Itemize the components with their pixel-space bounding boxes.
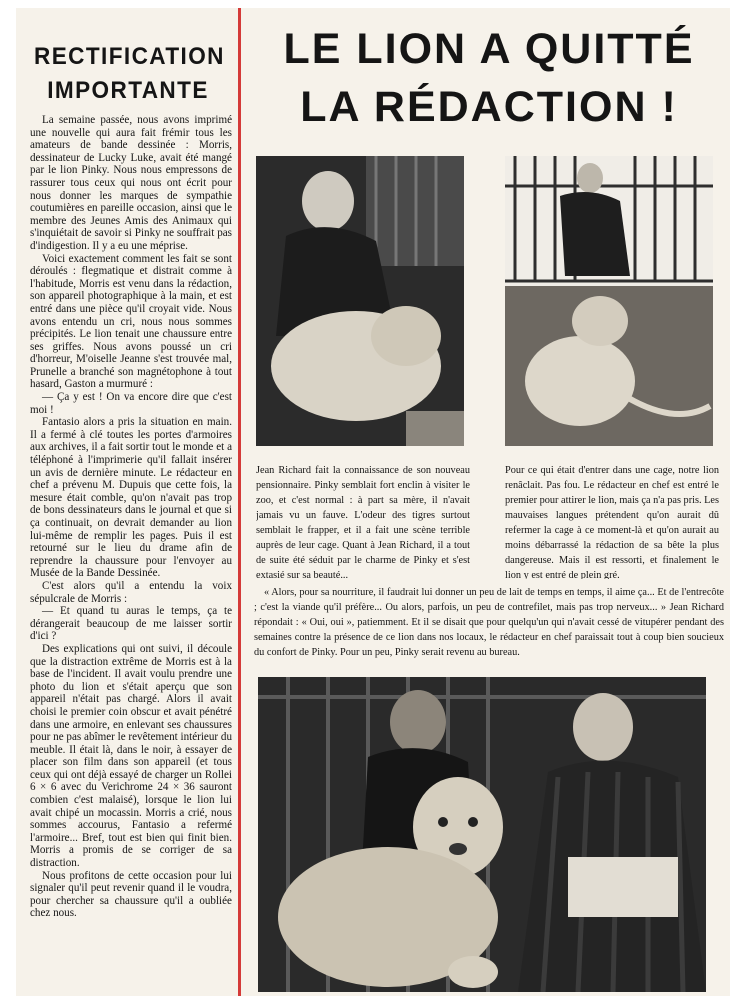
left-paragraph: Voici exactement comment les fait se sont déroulés : flegmatique et distrait comme à l'habitude, Morris est venu dans la rédaction, son appareil photographique à la main, et est entré dans une pièce qu'il croyait vide. Nous avons entendu un cri, nous nous sommes précipités. Le lion tenait une chaussure entre ses griffes. Nous avons poussé un cri d'horreur, M'oiselle Jeanne s'est trouvée mal, Prunelle a branché son magnétophone à tout hasard, Gaston a murmuré : — [30, 252, 232, 391]
caption-left — [256, 463, 470, 579]
photo-lion-at-cage — [505, 156, 713, 446]
quote-text: « Alors, pour sa nourriture, il faudrait lui donner un peu de lait de temps en temps, il aime ça... Et de l'entrecôte ; c'est la viande qu'il préfère... Ou alors, parfois, un peu de contrefilet, mais pas trop nerveux... » Jean Richard répondait : « Oui, oui », patiemment. Et il se disait que pour quelqu'un qui n'avait cessé de vitupérer pendant des semaines contre la présence de ce lion dans nos locaux, le rédacteur en chef paraissait tout à coup bien soucieux du confort de Pinky. Pour un peu, Pinky serait revenu au bureau. — [254, 587, 724, 658]
left-paragraph: Des explications qui ont suivi, il découle que la distraction extrême de Morris est à la base de l'incident. Il avait voulu prendre une photo du lion et s'était aperçu que son appareil n'était pas chargé. Alors il avait choisi le premier coin obscur et avait pénétré dans une armoire, en enlevant ses chaussures pour ne pas abîmer le revêtement intérieur du meuble. Il était là, dans le noir, à essayer de placer son film dans son appareil (et tous ceux qui ont déjà essayé de charger un Rollei 6 × 6 avec du Verichrome 24 × 36 sauront combien c'est malaisé), lorsque le lion lui avait chipé un mocassin. Morris a crié, nous sommes accourus, Fantasio a refermé l'armoire... Bref, tout est bien qui finit bien. Morris a promis de se corriger de sa distraction. — [30, 642, 232, 870]
left-paragraph: Nous profitons de cette occasion pour lui signaler qu'il peut revenir quand il le voudra, pour chercher sa chaussure qu'il a oubliée chez nous. — [30, 869, 232, 920]
caption-right-text: Pour ce qui était d'entrer dans une cage, notre lion renâclait. Pas fou. Le rédacteur en chef est entré le premier pour attirer le lion, mais ça n'a pas pris. Les mauvaises langues prétendent qu'on aurait dû refermer la cage à ce moment-là et qu'on aurait au moins débarrassé la rédaction de sa bête la plus dangereuse. Mais il est ressorti, et finalement le lion y est entré de plein gré. — [505, 465, 719, 579]
left-paragraph: — Et quand tu auras le temps, ça te dérangerait beaucoup de me laisser sortir d'ici ? — [30, 605, 232, 643]
left-article-title — [34, 40, 225, 108]
headline-line2: LA RÉDACTION ! — [300, 83, 678, 131]
left-paragraph: C'est alors qu'il a entendu la voix sépulcrale de Morris : — [30, 579, 232, 605]
left-title-line2: IMPORTANTE — [47, 77, 209, 104]
photo-man-with-lion — [256, 156, 464, 446]
left-paragraph: — Ça y est ! On va encore dire que c'est moi ! — [30, 391, 232, 416]
left-paragraph: La semaine passée, nous avons imprimé une nouvelle qui aura fait frémir tous les amateurs de bande dessinée : Morris, dessinateur de Lucky Luke, avait été mangé par le lion Pinky. Nous nous empressons de rassurer tous ceux qui nous ont écrit pour nous donner les marques de sympathie coutumières en pareille occasion, ainsi que le membre des Jeunes Amis des Animaux qui s'inquiétait de savoir si Pinky ne souffrait pas d'indigestion. Il y a eu une méprise. — [30, 114, 232, 252]
quote-paragraph — [254, 585, 724, 660]
left-paragraph: Fantasio alors a pris la situation en main. Il a fermé à clé toutes les portes d'armoires aux archives, il a fait sortir tout le monde et a téléphoné à l'imprimerie qu'il fallait insérer un avis de dernière minute. Le rédacteur en chef a prévenu M. Dupuis que cette fois, la mesure était comble, qu'on n'avait pas trop de bons dessinateurs dans le journal et que si ça continuait, on devrait demander au lion lui-même de remplir les pages. Puis il est retourné sur le lieu du drame afin de reprendre la chaussure pour l'envoyer au Musée de la Bande Dessinée. — [30, 416, 232, 580]
caption-right — [505, 463, 719, 579]
main-headline — [250, 20, 728, 136]
caption-left-text: Jean Richard fait la connaissance de son nouveau pensionnaire. Pinky semblait fort enclin à visiter le zoo, et c'est normal : à part sa mère, il n'avait jamais vu un fauve. L'odeur des tigres surtout semblait le frapper, et il a fait une scène terrible auprès de leur cage. Quant à Jean Richard, il a tout de suite été séduit par le charme de Pinky et s'est extasié sur sa beauté... — [256, 465, 470, 579]
left-article-body — [30, 114, 232, 984]
red-column-divider — [238, 8, 241, 996]
photo-two-men-with-cub — [258, 677, 706, 992]
headline-line1: LE LION A QUITTÉ — [283, 25, 695, 73]
left-title-line1: RECTIFICATION — [34, 43, 225, 70]
